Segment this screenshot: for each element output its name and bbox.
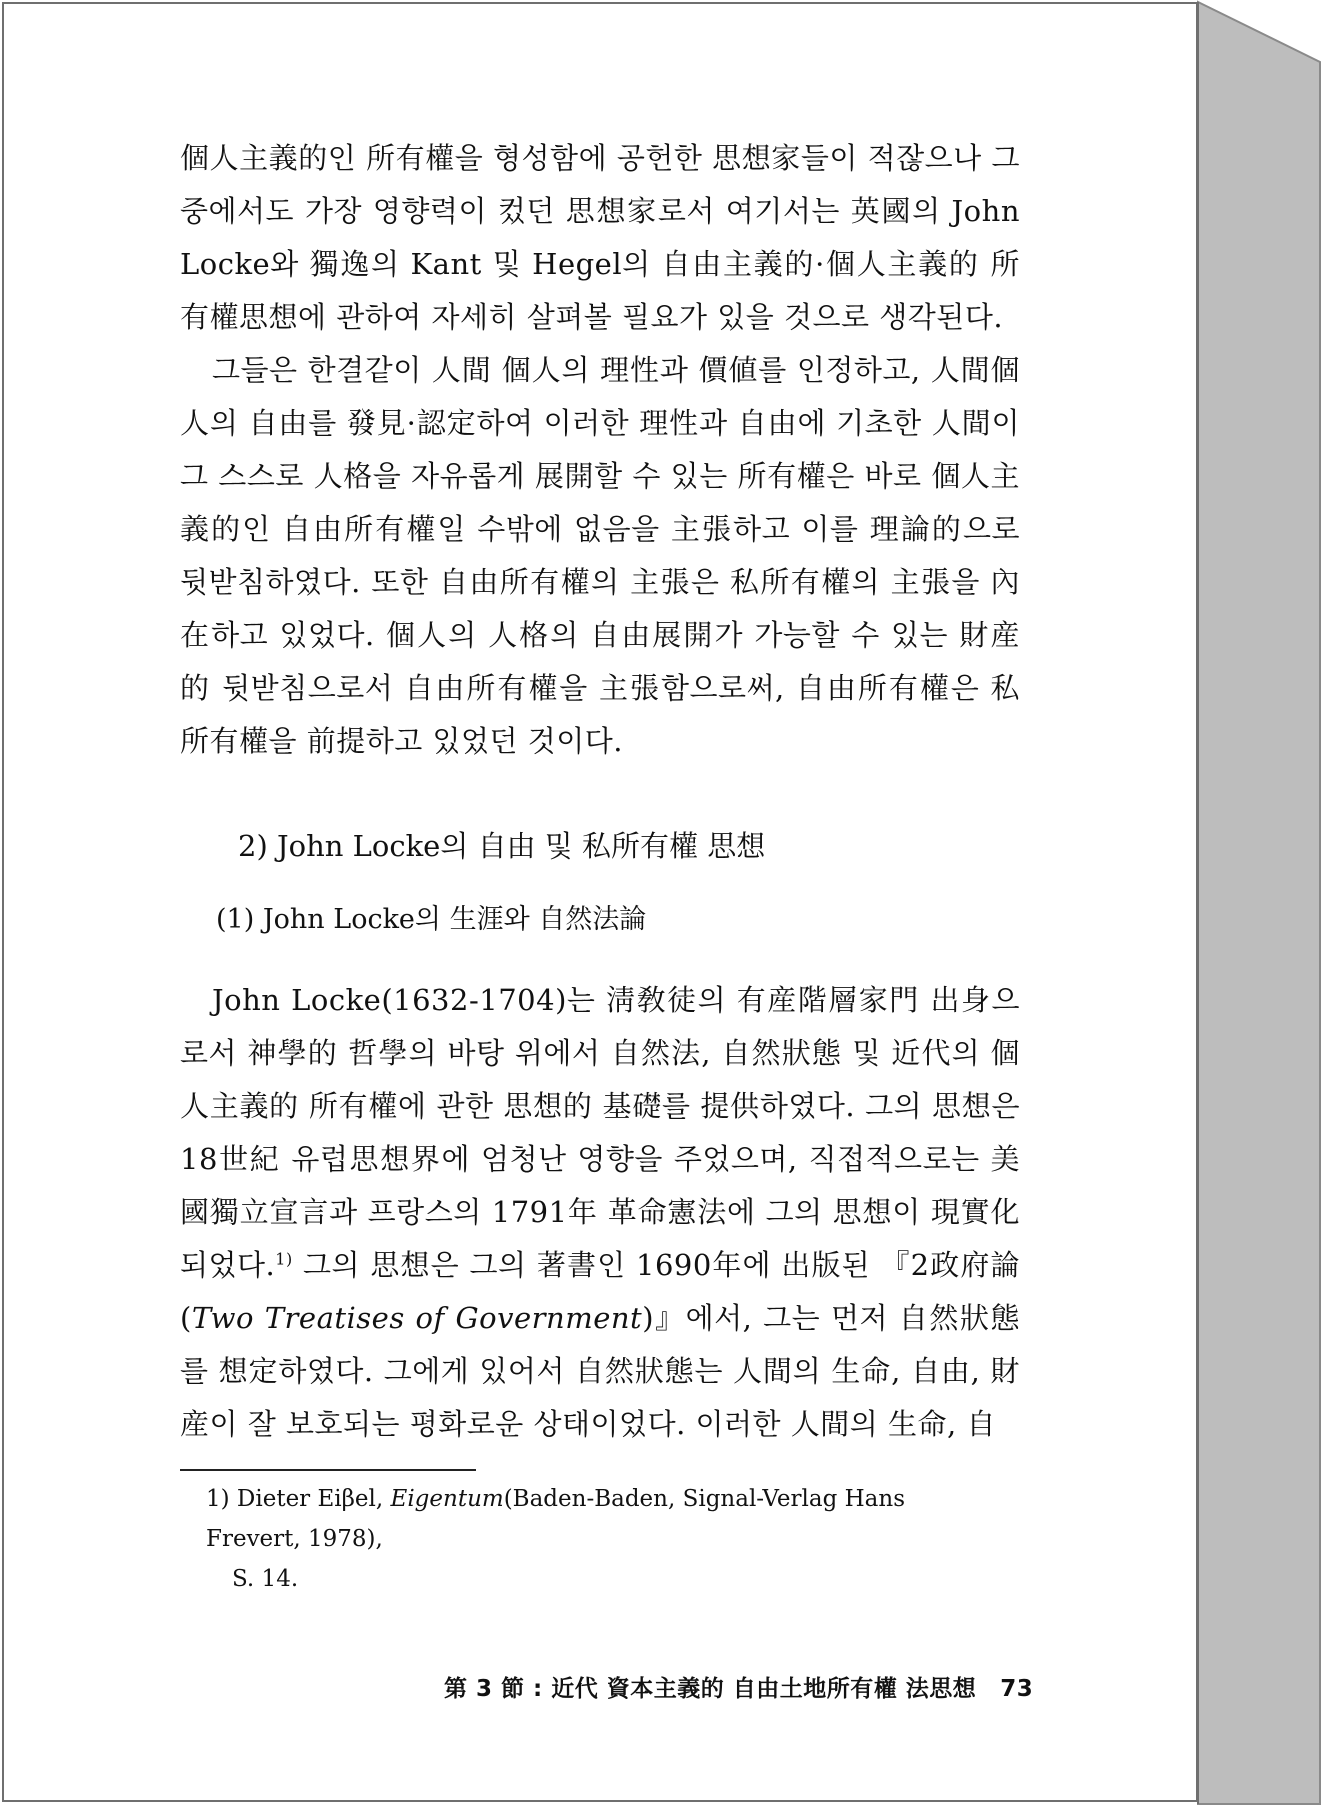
footnote-number: 1)	[206, 1486, 230, 1512]
running-title: 第 3 節 : 近代 資本主義的 自由土地所有權 法思想	[444, 1676, 977, 1702]
locke-text-2: 그의 思想은 그의 著書인 1690年에 出版된 『2政府論(	[180, 1248, 1020, 1335]
footnote	[206, 1479, 1006, 1599]
page-content	[180, 132, 1020, 1599]
footnote-title: Eigentum	[390, 1486, 504, 1512]
paragraph-locke	[180, 974, 1020, 1451]
subsection-heading: (1) John Locke의 生涯와 自然法論	[216, 904, 647, 935]
locke-text-3: )』에서, 그는 먼저 自然狀態를 想定하였다. 그에게 있어서 自然狀態는 人間의 生命, 自由, 財産이 잘 보호되는 평화로운 상태이었다. 이러한 人間의 生命, 自	[180, 1301, 1020, 1441]
section-heading: 2) John Locke의 自由 및 私所有權 思想	[238, 829, 766, 863]
paragraph-1: 個人主義的인 所有權을 형성함에 공헌한 思想家들이 적잖으나 그중에서도 가장 영향력이 컸던 思想家로서 여기서는 英國의 John Locke와 獨逸의 Kant 및 Hegel의 自由主義的·個人主義的 所有權思想에 관하여 자세히 살펴볼 필요가 있을 것으로 생각된다.	[180, 141, 1020, 334]
paragraph-2	[180, 344, 1020, 768]
book-page	[2, 2, 1198, 1802]
locke-text-1: John Locke(1632-1704)는 淸敎徒의 有産階層家門 出身으로서 神學的 哲學의 바탕 위에서 自然法, 自然狀態 및 近代의 個人主義的 所有權에 관한 思想的 基礎를 提供하였다. 그의 思想은 18世紀 유럽思想界에 엄청난 영향을 주었으며, 직접적으로는 美國獨立宣言과 프랑스의 1791年 革命憲法에 그의 思想이 現實化되었다.	[180, 983, 1020, 1282]
footnote-author: Dieter Eiβel,	[236, 1486, 384, 1512]
footnote-page: S. 14.	[232, 1566, 299, 1592]
book-title-italic: Two Treatises of Government	[191, 1301, 643, 1335]
footnote-reference: 1)	[275, 1249, 293, 1269]
footnote-publication: (Baden-Baden, Signal-Verlag Hans Frevert, 1978),	[206, 1486, 906, 1552]
paragraph-2-text: 그들은 한결같이 人間 個人의 理性과 價値를 인정하고, 人間個人의 自由를 發見·認定하여 이러한 理性과 自由에 기초한 人間이 그 스스로 人格을 자유롭게 展開할 수 있는 所有權은 바로 個人主義的인 自由所有權일 수밖에 없음을 主張하고 이를 理論的으로 뒷받침하였다. 또한 自由所有權의 主張은 私所有權의 主張을 內在하고 있었다. 個人의 人格의 自由展開가 가능할 수 있는 財産的 뒷받침으로서 自由所有權을 主張함으로써, 自由所有權은 私所有權을 前提하고 있었던 것이다.	[180, 353, 1020, 758]
page-number: 73	[1000, 1676, 1034, 1702]
footnote-divider	[180, 1469, 476, 1471]
running-footer	[444, 1670, 1033, 1703]
